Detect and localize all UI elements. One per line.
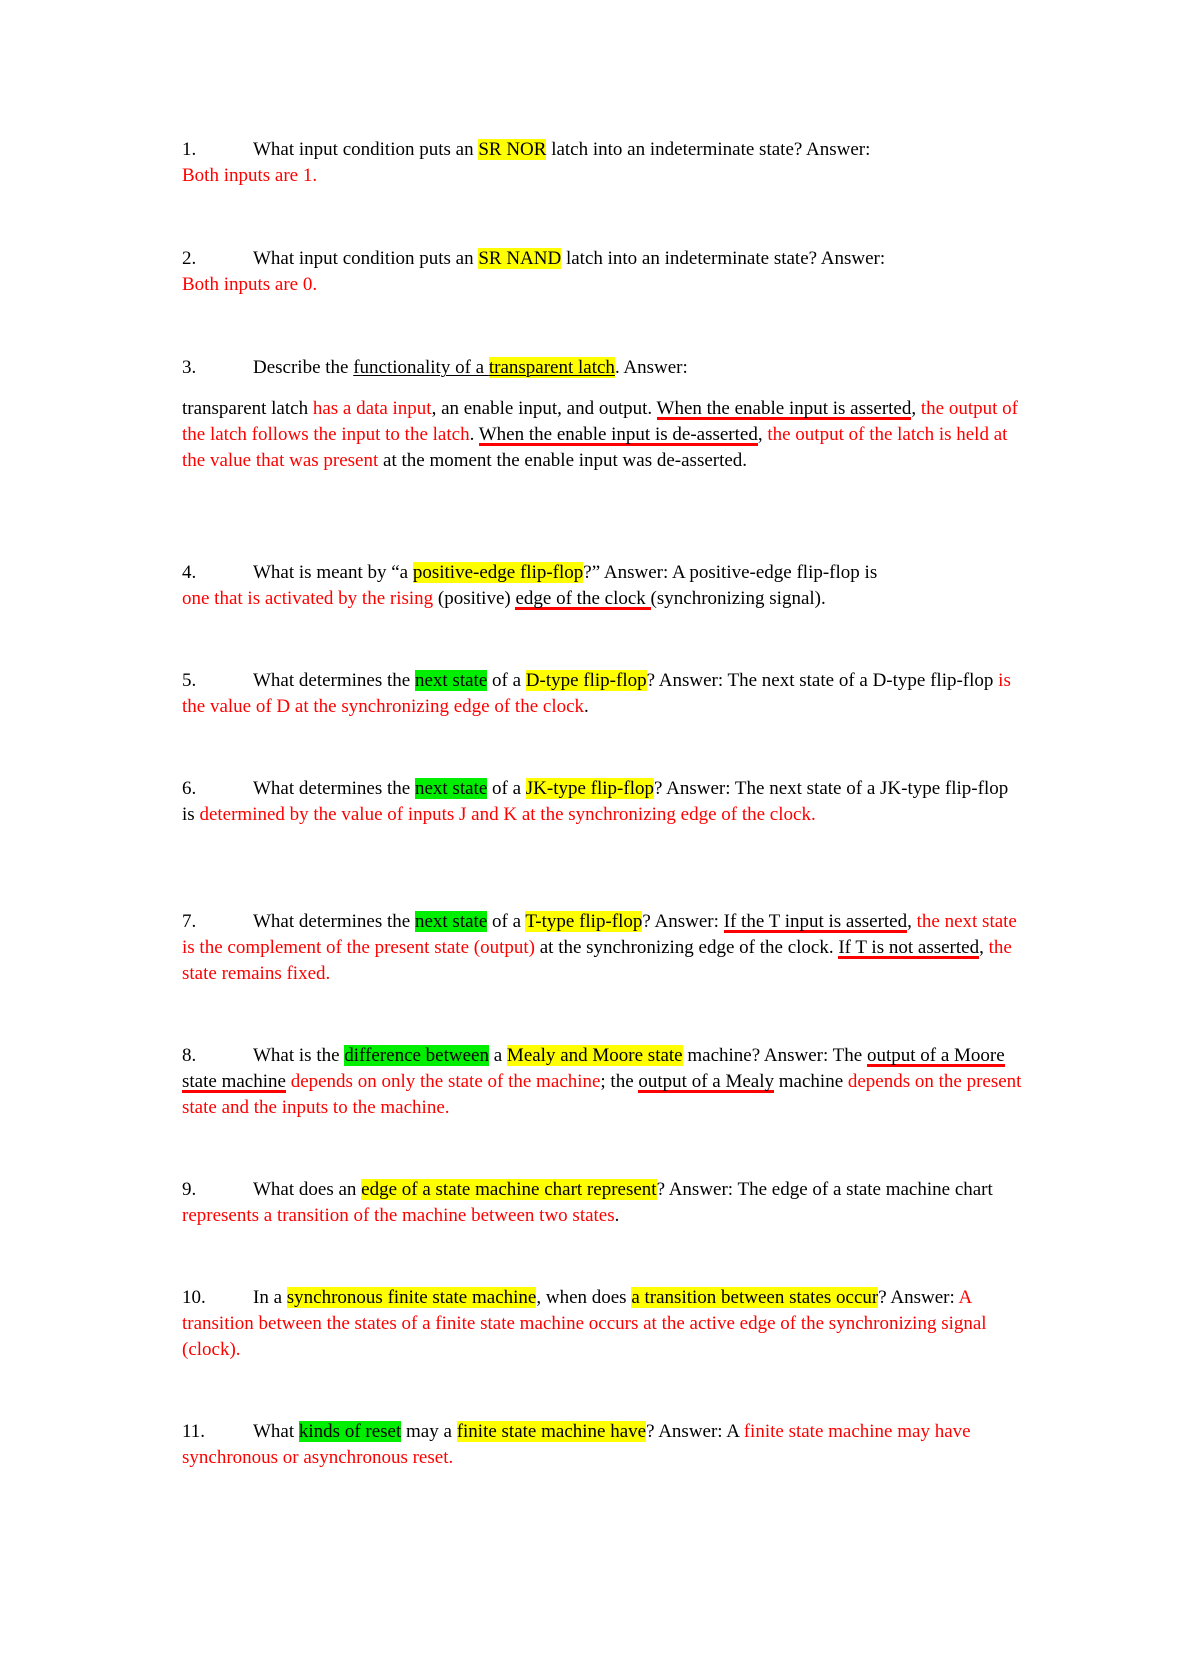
question-text: What input condition puts an (253, 139, 479, 160)
highlight-term: T-type flip-flop (525, 911, 643, 932)
answer-text: Both inputs are 0. (182, 274, 318, 295)
answer-text: Both inputs are 1. (182, 165, 318, 186)
answer-underlined-text: output of a Mealy (638, 1071, 775, 1092)
answer-text: , an enable input, and output. (431, 398, 657, 419)
question-2 (182, 246, 1022, 298)
answer-underlined-text: If T is not asserted (838, 937, 980, 958)
question-text: latch into an indeterminate state? Answer: (546, 139, 871, 160)
answer-text: ; the (600, 1071, 639, 1092)
question-text: What determines the (253, 670, 415, 691)
highlight-term: finite state machine have (456, 1421, 647, 1442)
highlight-term: Mealy and Moore state (506, 1045, 683, 1066)
question-text: What is the (253, 1045, 345, 1066)
answer-text: . (614, 1205, 620, 1226)
answer-red-text: the next state is the complement of the present state (output) (182, 911, 1017, 958)
question-text: of a (487, 911, 526, 932)
question-text: ? Answer: The next state of a D-type flip-flop (646, 670, 999, 691)
answer-text: (positive) (433, 588, 516, 609)
answer-red-text: one that is activated by the rising (182, 588, 434, 609)
answer-text: at the moment the enable input was de-asserted. (378, 450, 748, 471)
answer-paragraph (182, 396, 1022, 474)
question-number: 3. (182, 357, 197, 378)
answer-underlined-text: If the T input is asserted (723, 911, 908, 932)
answer-text: at the synchronizing edge of the clock. (534, 937, 839, 958)
answer-text: , (979, 937, 984, 958)
highlight-term: edge of a state machine chart represent (361, 1179, 657, 1200)
highlight-term: JK-type flip-flop (525, 778, 654, 799)
answer-text: . (469, 424, 479, 445)
question-text: of a (487, 778, 526, 799)
answer-text: . (584, 696, 589, 717)
answer-red-text: depends on the present state and the inputs to the machine. (182, 1071, 1022, 1118)
answer-red-text: is the value of D at the synchronizing edge of the clock (182, 670, 1011, 717)
highlight-term: positive-edge flip-flop (412, 562, 584, 583)
question-number: 9. (182, 1179, 197, 1200)
question-text: latch into an indeterminate state? Answer: (561, 248, 886, 269)
question-number: 5. (182, 670, 197, 691)
highlight-term: a transition between states occur (631, 1287, 879, 1308)
question-number: 8. (182, 1045, 197, 1066)
question-text: . Answer: (614, 357, 688, 378)
underlined-text: functionality of a (353, 357, 489, 378)
question-1 (182, 137, 1022, 189)
question-number: 10. (182, 1287, 206, 1308)
highlight-term: SR NOR (478, 139, 547, 160)
question-text: What is meant by “a (253, 562, 413, 583)
highlight-term: D-type flip-flop (525, 670, 647, 691)
answer-red-text: finite state machine may have synchronous or asynchronous reset. (182, 1421, 971, 1468)
answer-red-text: has a data input (312, 398, 432, 419)
answer-red-text: the output of the latch follows the input to the latch (182, 398, 1018, 445)
question-3 (182, 355, 1022, 474)
answer-text: transparent latch (182, 398, 313, 419)
answer-red-text: A transition between the states of a finite state machine occurs at the active edge of the synchronizing signal (clock). (182, 1287, 987, 1360)
answer-red-text: the output of the latch is held at the value that was present (182, 424, 1008, 471)
question-6 (182, 776, 1022, 828)
highlight-term: SR NAND (478, 248, 562, 269)
question-number: 1. (182, 139, 197, 160)
answer-red-text: depends on only the state of the machine (285, 1071, 601, 1092)
question-text: In a (253, 1287, 287, 1308)
question-number: 6. (182, 778, 197, 799)
question-number: 7. (182, 911, 197, 932)
question-text: ? Answer: The next state of a JK-type flip-flop is (182, 778, 1009, 825)
highlight-term: transparent latch (488, 357, 615, 378)
answer-text: , (907, 911, 912, 932)
question-11 (182, 1419, 1022, 1471)
question-text: What determines the (253, 778, 415, 799)
answer-text: , (911, 398, 917, 419)
question-8 (182, 1043, 1022, 1121)
question-text: What does an (253, 1179, 362, 1200)
question-text: ? Answer: A (646, 1421, 744, 1442)
answer-line (182, 586, 1022, 612)
answer-text: machine (774, 1071, 848, 1092)
answer-text: , (757, 424, 763, 445)
question-text: What (253, 1421, 299, 1442)
question-number: 4. (182, 562, 197, 583)
answer-underlined-text: output of a Moore state machine (182, 1045, 1005, 1092)
answer-red-text: the state remains fixed. (182, 937, 1012, 984)
highlight-term: synchronous finite state machine (286, 1287, 537, 1308)
question-text: ? Answer: (642, 911, 724, 932)
question-text: may a (401, 1421, 457, 1442)
question-text: Describe the (253, 357, 354, 378)
question-text: machine? Answer: The (682, 1045, 867, 1066)
answer-red-text: determined by the value of inputs J and K at the synchronizing edge of the clock. (199, 804, 816, 825)
question-9 (182, 1177, 1022, 1229)
highlight-green-term: next state (414, 911, 488, 932)
answer-red-text: represents a transition of the machine between two states (182, 1205, 615, 1226)
question-number: 11. (182, 1421, 206, 1442)
answer-underlined-text: When the enable input is asserted (656, 398, 912, 419)
question-10 (182, 1285, 1022, 1363)
question-4 (182, 560, 1022, 612)
question-5 (182, 668, 1022, 720)
question-text: ? Answer: (878, 1287, 959, 1308)
answer-underlined-text: edge of the clock (515, 588, 651, 609)
answer-underlined-text: When the enable input is de-asserted (478, 424, 758, 445)
question-text: , when does (536, 1287, 632, 1308)
question-text: ? Answer: The edge of a state machine chart (656, 1179, 993, 1200)
highlight-green-term: kinds of reset (298, 1421, 402, 1442)
highlight-green-term: next state (414, 778, 488, 799)
question-number: 2. (182, 248, 197, 269)
highlight-green-term: next state (414, 670, 488, 691)
question-text: What input condition puts an (253, 248, 479, 269)
question-text: of a (487, 670, 526, 691)
question-text: ?” Answer: A positive-edge flip-flop is (583, 562, 878, 583)
answer-text: (synchronizing signal). (650, 588, 826, 609)
highlight-green-term: difference between (344, 1045, 489, 1066)
question-7 (182, 909, 1022, 987)
question-text: What determines the (253, 911, 415, 932)
question-text: a (488, 1045, 507, 1066)
